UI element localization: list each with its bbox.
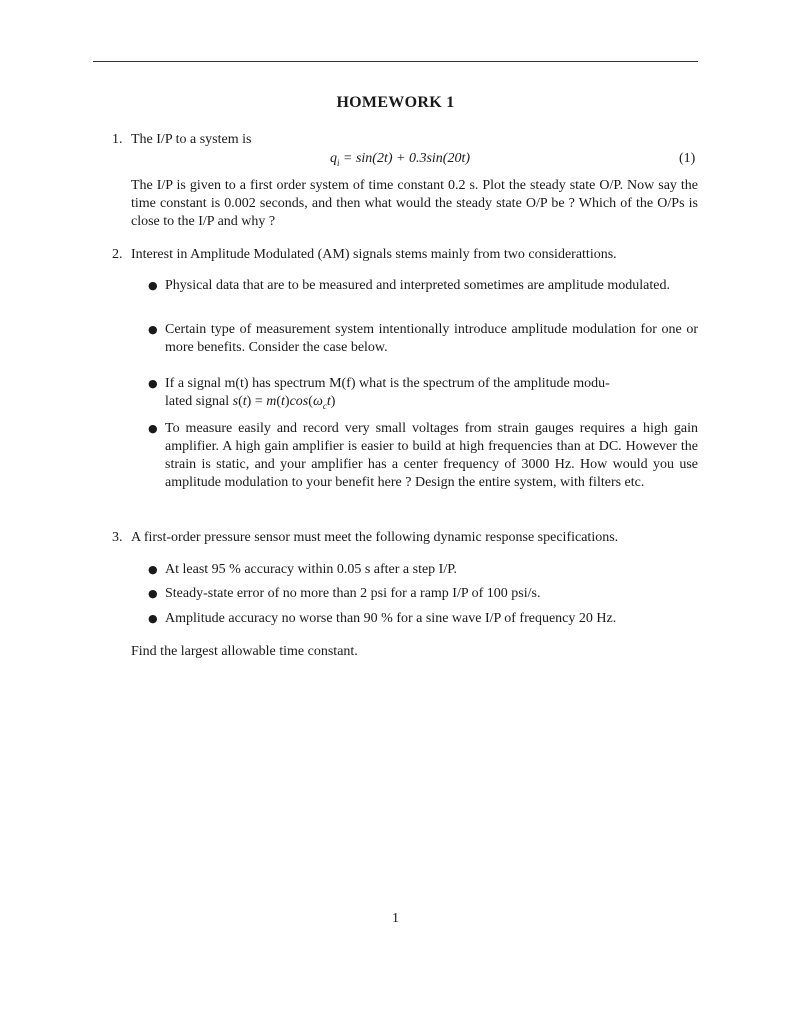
page-title: HOMEWORK 1 xyxy=(336,94,455,111)
q1-body: The I/P is given to a first order system of time constant 0.2 s. Plot the steady state O/P. Now say the time constant is 0.002 seconds, and then what would the steady state O/P be ? Which of the O/Ps is close to the I/P and why ? xyxy=(131,178,698,229)
q1-equation: $q_i = \sin(2t) + 0.3\sin(20t)$ xyxy=(330,151,471,168)
q2-intro: Interest in Amplitude Modulated (AM) signals stems mainly from two considerattions. xyxy=(131,247,617,262)
q1-number: 1. xyxy=(112,132,123,147)
page-number: 1 xyxy=(392,911,399,926)
q3-bullet-2: Steady-state error of no more than 2 psi for a ramp I/P of 100 psi/s. xyxy=(165,586,541,601)
q1-intro: The I/P to a system is xyxy=(131,132,252,147)
q2-bullet-2: Certain type of measurement system intentionally introduce amplitude modulation for one or more benefits. Consider the case below. xyxy=(165,322,698,355)
bullet-icon: ● xyxy=(148,323,158,336)
bullet-icon: ● xyxy=(148,377,158,390)
q3-closing: Find the largest allowable time constant. xyxy=(131,644,358,659)
bullet-icon: ● xyxy=(148,587,158,600)
q2-bullet-4: To measure easily and record very small voltages from strain gauges requires a high gain amplifier. A high gain amplifier is easier to build at high frequencies than at DC. However the strain is static, and your amplifier has a center frequency of 3000 Hz. How would you use amplitude modulation to your benefit here ? Design the entire system, with filters etc. xyxy=(165,421,698,490)
q1-equation-number: (1) xyxy=(679,151,696,166)
q2-bullet-1: Physical data that are to be measured and interpreted sometimes are amplitude modulated. xyxy=(165,278,670,293)
bullet-icon: ● xyxy=(148,279,158,292)
bullet-icon: ● xyxy=(148,422,158,435)
header-rule xyxy=(93,61,698,62)
q2-bullet-3: If a signal m(t) has spectrum M(f) what is the spectrum of the amplitude modu- lated signal $s(t) = m(t)\cos(\omega_ct)$ xyxy=(165,376,610,411)
q2-number: 2. xyxy=(112,247,123,262)
bullet-icon: ● xyxy=(148,563,158,576)
q3-bullet-3: Amplitude accuracy no worse than 90 % for a sine wave I/P of frequency 20 Hz. xyxy=(165,611,617,626)
q3-number: 3. xyxy=(112,530,123,545)
q3-intro: A first-order pressure sensor must meet the following dynamic response specifications. xyxy=(131,530,619,545)
bullet-icon: ● xyxy=(148,612,158,625)
q3-bullet-1: At least 95 % accuracy within 0.05 s after a step I/P. xyxy=(165,562,457,577)
